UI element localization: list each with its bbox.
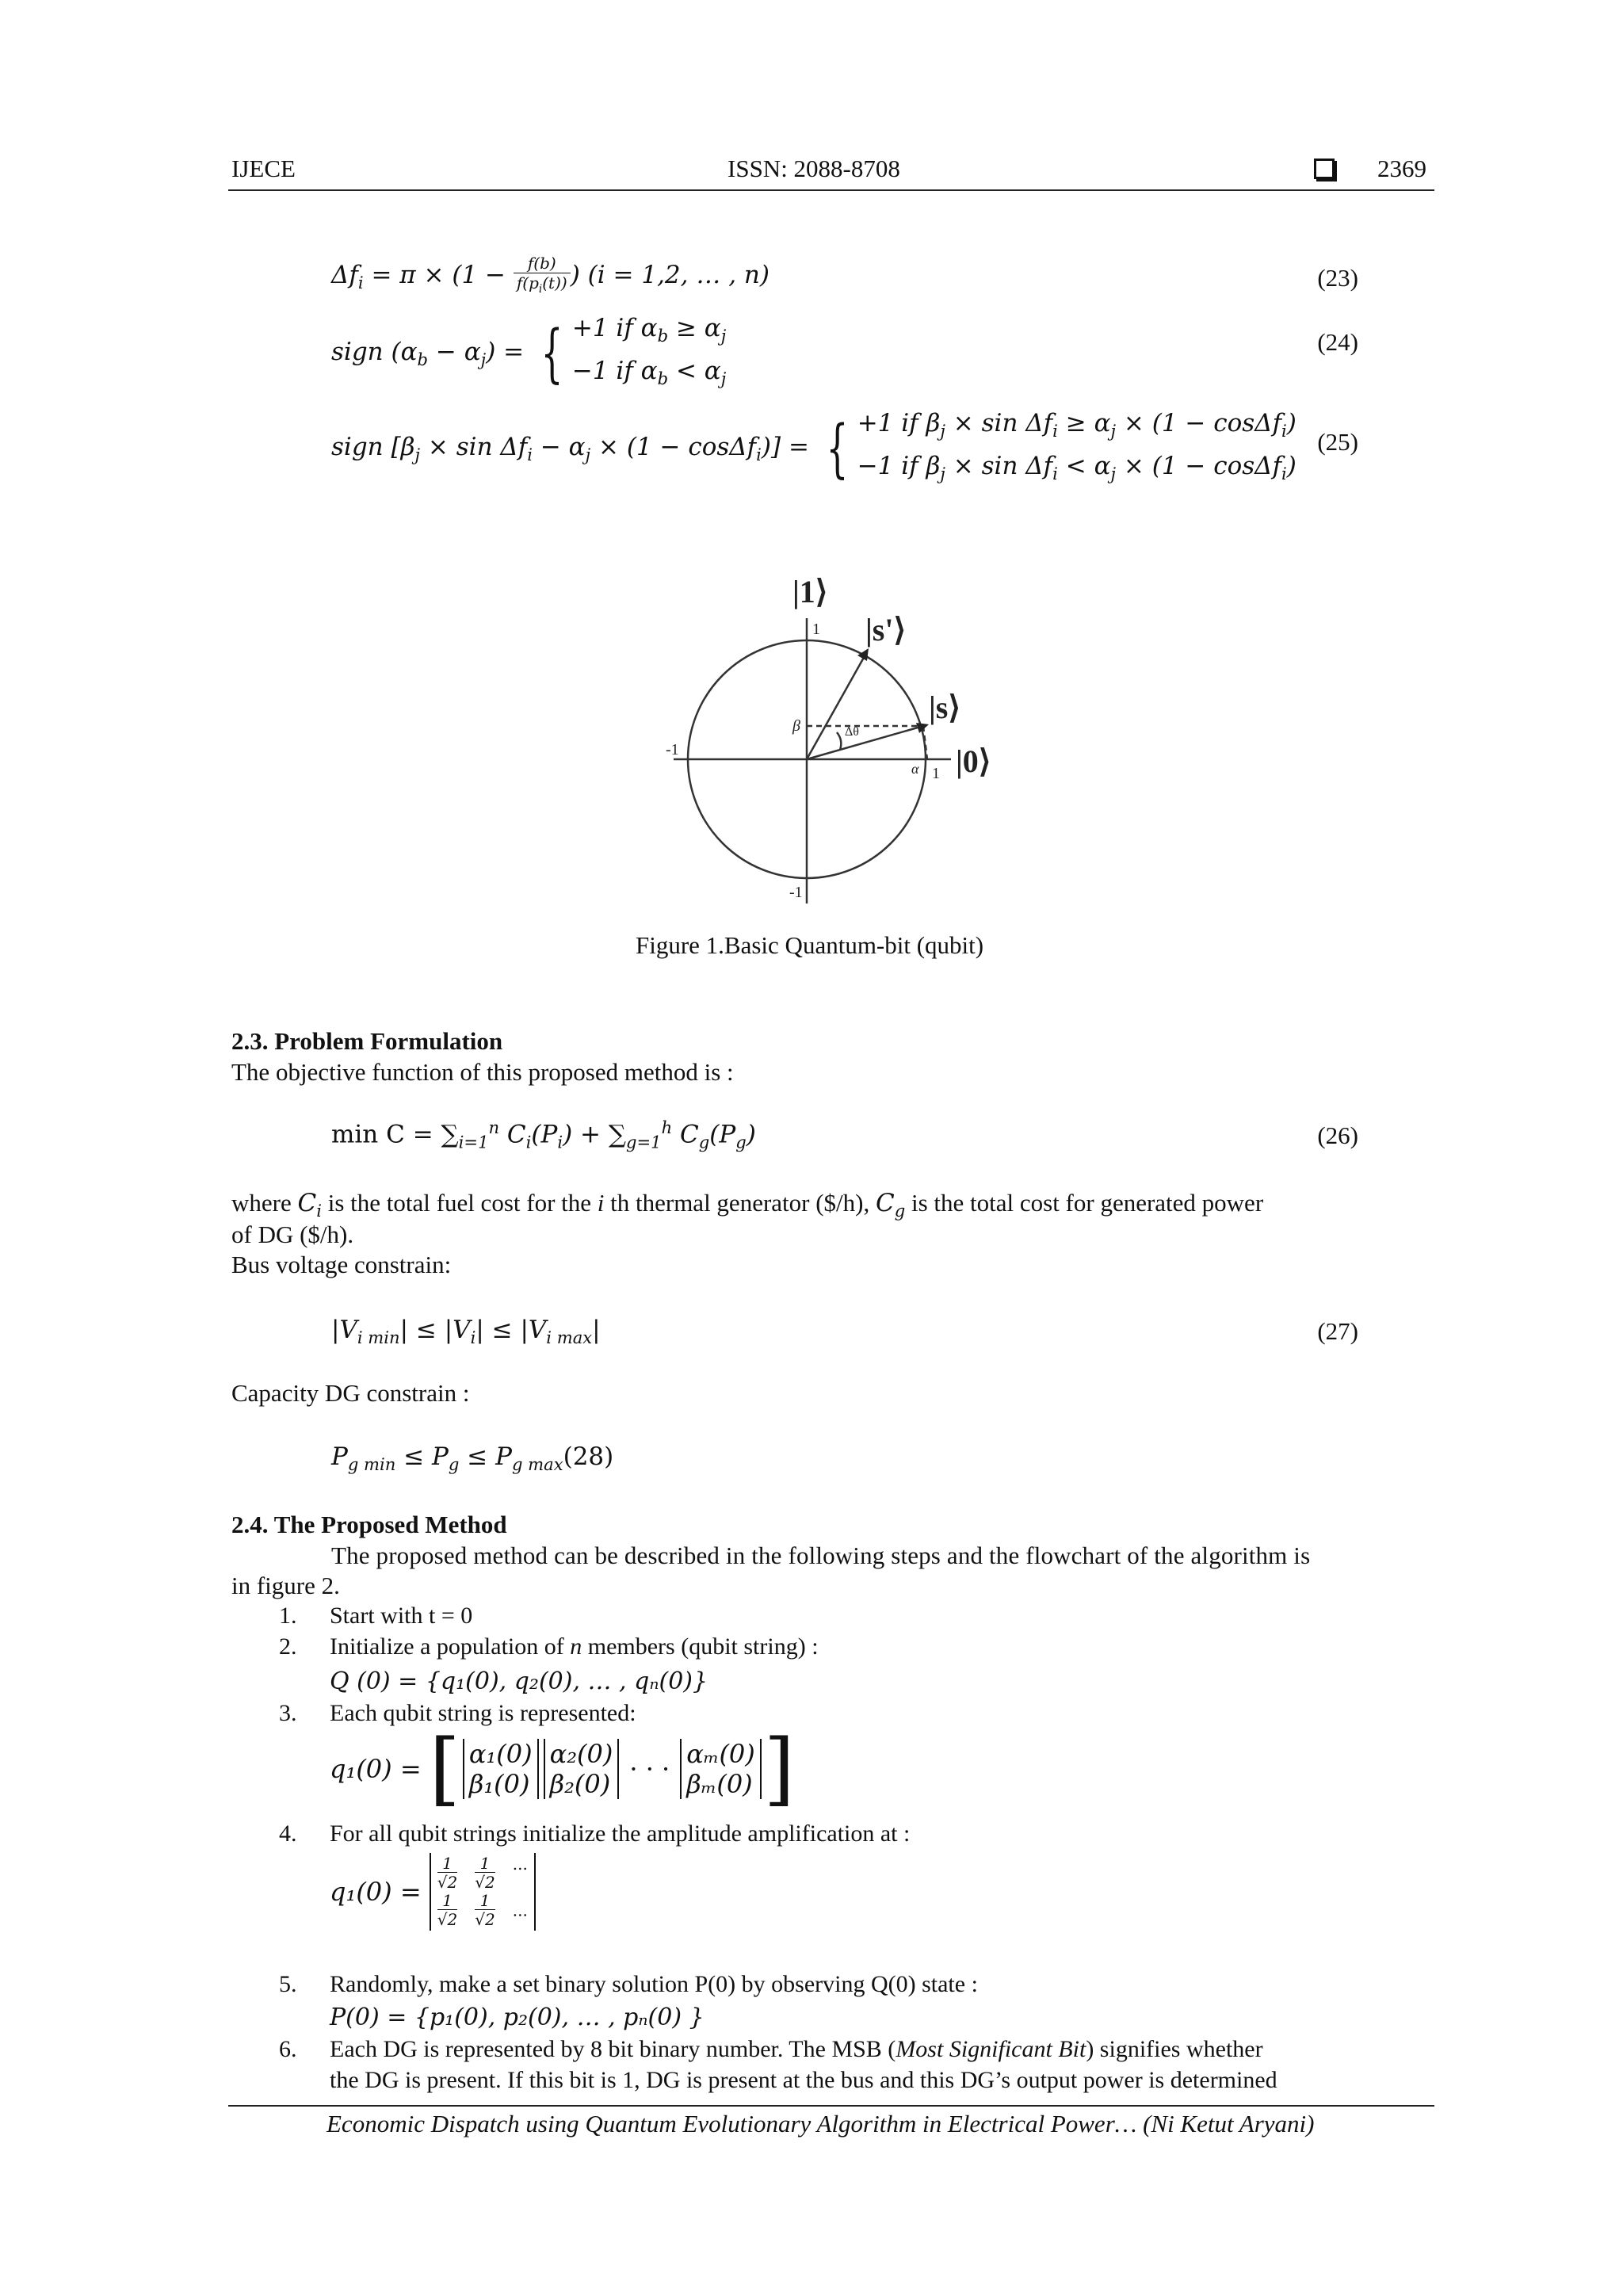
step-2-number: 2. <box>279 1633 297 1660</box>
ket-sprime-label: |s'⟩ <box>865 612 907 648</box>
header-rule <box>228 189 1434 191</box>
where-clause-line-1: where $C_i$ is the total fuel cost for the i th thermal generator ($/h), $C_g$ is the total cost for generated power <box>231 1189 1264 1221</box>
tick-bottom-label: -1 <box>789 884 803 901</box>
theta-label: Δθ <box>845 725 859 739</box>
step-2-text: Initialize a population of n members (qubit string) : <box>330 1633 819 1660</box>
objective-intro: The objective function of this proposed method is : <box>231 1058 734 1086</box>
equation-number-23: (23) <box>1317 264 1358 292</box>
capacity-dg-label: Capacity DG constrain : <box>231 1379 470 1407</box>
issn: ISSN: 2088-8708 <box>727 155 900 182</box>
state-sprime-vector <box>807 655 865 759</box>
step-2-equation: Q (0) = {q₁(0), q₂(0), … , qₙ(0)} <box>330 1668 708 1695</box>
bus-voltage-label: Bus voltage constrain: <box>231 1251 452 1278</box>
footer-running-title: Economic Dispatch using Quantum Evolutionary Algorithm in Electrical Power… (Ni Ketut Aryani) <box>327 2110 1315 2137</box>
journal-name: IJECE <box>231 155 296 182</box>
tick-left-label: -1 <box>666 741 679 758</box>
equation-27: $|V_{i min}| \le |V_i| \le |V_{i max}|$ <box>331 1316 601 1348</box>
ket-s-label: |s⟩ <box>929 690 960 725</box>
section-heading-2-4: 2.4. The Proposed Method <box>231 1511 507 1538</box>
ket-1-label: |1⟩ <box>792 574 828 609</box>
step-6-text-line-1: Each DG is represented by 8 bit binary number. The MSB (Most Significant Bit) signifies whether <box>330 2036 1263 2062</box>
section-heading-2-3: 2.3. Problem Formulation <box>231 1027 503 1055</box>
equation-number-26: (26) <box>1317 1121 1358 1149</box>
ket-0-label: |0⟩ <box>956 743 991 779</box>
step-3-matrix: q₁(0) = [ α₁(0) β₁(0) α₂(0) β₂(0) · · · αₘ(0) βₘ(0) ] <box>330 1722 795 1815</box>
equation-25: sign $[\beta_j \times \sin \Delta f_i - \alpha_j \times (1 - \cos\Delta f_i)]$ = { +1 if $\beta_j \times \sin \Delta f_i \ge \alpha_j \times (1 - \cos\Delta f_i)$ −1 if $\beta_j \times \sin \Delta f_i < \alpha_j \times (1 - \cos\Delta f_i)$ <box>331 409 1296 486</box>
equation-28: $P_{g min} \le P_g \le P_{g max}(28)$ <box>331 1442 614 1475</box>
step-4-text: For all qubit strings initialize the amplitude amplification at : <box>330 1820 911 1847</box>
step-5-number: 5. <box>279 1971 297 1997</box>
step-4-number: 4. <box>279 1820 297 1847</box>
footer-rule <box>228 2105 1434 2107</box>
equation-number-27: (27) <box>1317 1317 1358 1345</box>
step-5-text: Randomly, make a set binary solution P(0) by observing Q(0) state : <box>330 1971 978 1997</box>
tick-top-label: 1 <box>812 621 820 638</box>
equation-26: $\min C = \sum_{i=1}^n$ $C_i(P_i) + \sum_{g=1}^h$ $C_g(P_g)$ <box>331 1117 756 1152</box>
method-intro-line-2: in figure 2. <box>231 1572 340 1599</box>
step-6-text-line-2: the DG is present. If this bit is 1, DG is present at the bus and this DG’s output power is determined <box>330 2067 1277 2093</box>
equation-number-25: (25) <box>1317 428 1358 456</box>
step-1-number: 1. <box>279 1603 297 1629</box>
qubit-figure <box>650 555 1014 919</box>
alpha-label: α <box>911 761 919 777</box>
method-intro-line-1: The proposed method can be described in the following steps and the flowchart of the algorithm is <box>331 1541 1311 1569</box>
figure-caption: Figure 1.Basic Quantum-bit (qubit) <box>636 931 984 959</box>
equation-number-24: (24) <box>1317 328 1358 356</box>
checkbox-square-icon <box>1314 159 1335 179</box>
tick-right-label: 1 <box>932 765 940 782</box>
page-number: 2369 <box>1377 155 1426 182</box>
step-6-number: 6. <box>279 2036 297 2062</box>
beta-label: β <box>792 717 800 735</box>
step-3-number: 3. <box>279 1700 297 1726</box>
equation-23: $\Delta f_i = \pi \times (1$ − $\frac{f(b)}{f(p_i(t))}$ ) (i = 1,2, … , n) <box>331 254 769 296</box>
step-4-matrix: q₁(0) = $\frac{1}{√2}$ $\frac{1}{√2}$ ... $\frac{1}{√2}$ $\frac{1}{√2}$ ... <box>330 1853 536 1931</box>
step-1-text: Start with t = 0 <box>330 1603 473 1629</box>
where-clause-line-2: of DG ($/h). <box>231 1221 354 1248</box>
step-3-text: Each qubit string is represented: <box>330 1700 636 1726</box>
step-5-equation: P(0) = {p₁(0), p₂(0), … , pₙ(0) } <box>330 2004 705 2031</box>
equation-24: sign $(\alpha_b - \alpha_j)$ = { +1 if $\alpha_b \ge \alpha_j$ −1 if $\alpha_b < \alpha_j$ <box>331 314 727 391</box>
theta-arc <box>837 732 841 750</box>
state-s-vector <box>807 726 923 759</box>
